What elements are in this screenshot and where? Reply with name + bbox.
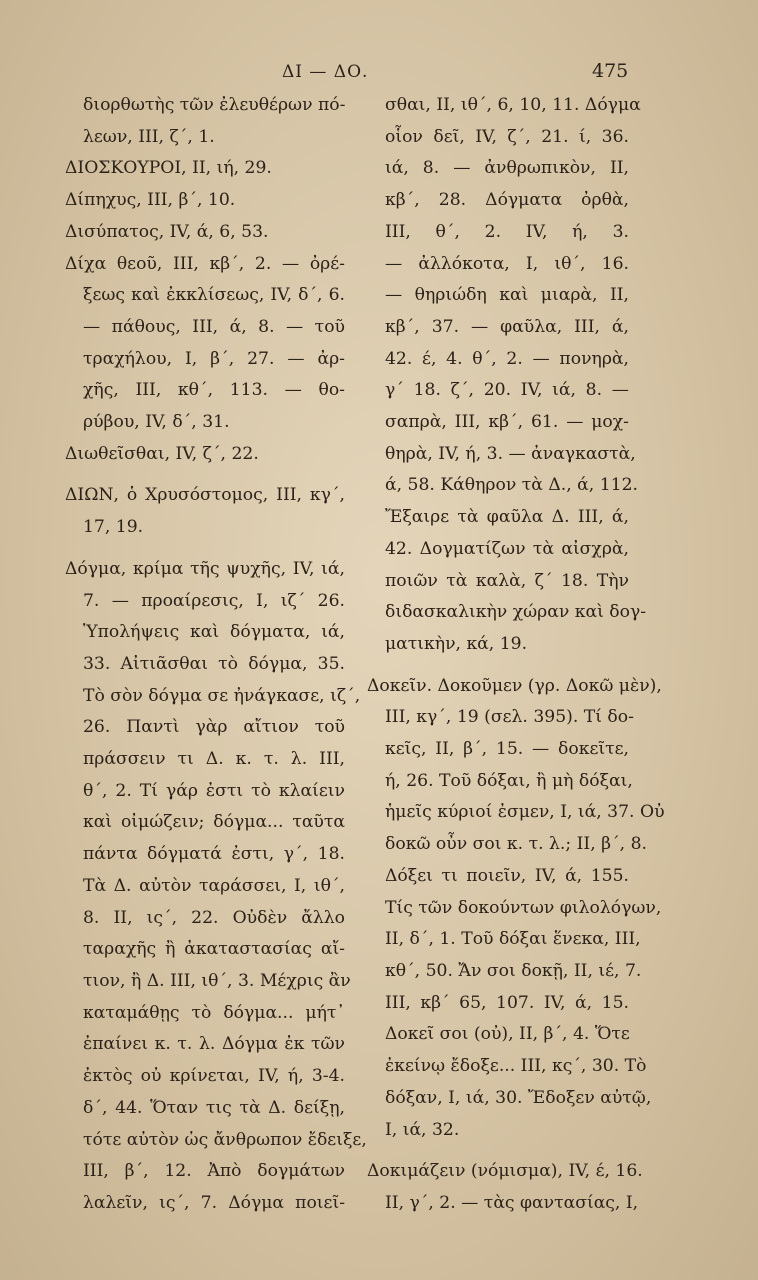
text-line: Δισύπατος, IV, ά, 6, 53. bbox=[65, 221, 269, 242]
text-line: II, δ΄, 1. Τοῦ δόξαι ἕνεκα, III, bbox=[385, 929, 641, 950]
text-line: 42. έ, 4. θ΄, 2. — πονηρὰ, bbox=[385, 348, 629, 369]
text-line: πάντα δόγματά ἐστι, γ΄, 18. bbox=[83, 844, 345, 865]
text-line: Δόξει τι ποιεῖν, IV, ά, 155. bbox=[385, 865, 629, 886]
text-line: Δίπηχυς, III, β΄, 10. bbox=[65, 190, 236, 211]
text-line: δόξαν, I, ιά, 30. Ἔδοξεν αὐτῷ, bbox=[385, 1087, 652, 1108]
text-line: Δίχα θεοῦ, III, κβ΄, 2. — ὀρέ- bbox=[65, 253, 345, 274]
text-line: — θηριώδη καὶ μιαρὰ, II, bbox=[385, 285, 629, 306]
text-line: III, θ΄, 2. IV, ή, 3. bbox=[385, 221, 629, 242]
text-line: 33. Αἰτιᾶσθαι τὸ δόγμα, 35. bbox=[83, 653, 345, 674]
text-line: III, β΄, 12. Ἀπὸ δογμάτων bbox=[83, 1161, 345, 1182]
text-line: Τὰ Δ. αὐτὸν ταράσσει, I, ιθ΄, bbox=[83, 875, 345, 896]
text-line: Ἔξαιρε τὰ φαῦλα Δ. III, ά, bbox=[385, 507, 629, 528]
text-line: ἐπαίνει κ. τ. λ. Δόγμα ἐκ τῶν bbox=[83, 1034, 345, 1055]
text-line: θ΄, 2. Τί γάρ ἐστι τὸ κλαίειν bbox=[83, 780, 345, 801]
entry-gap bbox=[65, 470, 345, 480]
text-line: 17, 19. bbox=[83, 517, 144, 538]
text-line: ρύβου, IV, δ΄, 31. bbox=[83, 412, 230, 433]
text-line: III, κβ΄ 65, 107. IV, ά, 15. bbox=[385, 992, 629, 1013]
text-line: Ὑπολήψεις καὶ δόγματα, ιά, bbox=[83, 622, 345, 643]
text-line: καταμάθῃς τὸ δόγμα... μήτ᾽ bbox=[83, 1002, 345, 1023]
text-line: κθ΄, 50. Ἄν σοι δοκῇ, II, ιέ, 7. bbox=[385, 960, 642, 981]
left-column bbox=[65, 90, 367, 1220]
text-line: κεῖς, II, β΄, 15. — δοκεῖτε, bbox=[385, 739, 629, 760]
text-line: δοκῶ οὖν σοι κ. τ. λ.; II, β΄, 8. bbox=[385, 834, 647, 855]
text-line: διορθωτὴς τῶν ἐλευθέρων πό- bbox=[83, 95, 346, 115]
text-line: τιον, ἢ Δ. III, ιθ΄, 3. Μέχρις ἂν bbox=[83, 970, 351, 991]
text-line: I, ιά, 32. bbox=[385, 1119, 460, 1140]
text-line: πράσσειν τι Δ. κ. τ. λ. III, bbox=[83, 749, 345, 770]
page-number: 475 bbox=[592, 60, 629, 82]
text-line: ή, 26. Τοῦ δόξαι, ἢ μὴ δόξαι, bbox=[385, 770, 633, 791]
text-line: ταραχῆς ἢ ἀκαταστασίας αἴ- bbox=[83, 939, 345, 960]
text-line: διδασκαλικὴν χώραν καὶ δογ- bbox=[385, 602, 647, 623]
text-line: λεων, III, ζ΄, 1. bbox=[83, 126, 215, 147]
text-line: ά, 58. Κάθηρον τὰ Δ., ά, 112. bbox=[385, 475, 638, 496]
text-line: Διωθεῖσθαι, IV, ζ΄, 22. bbox=[65, 443, 259, 464]
entry-gap bbox=[367, 1146, 629, 1156]
text-line: καὶ οἰμώζειν; δόγμα... ταῦτα bbox=[83, 812, 345, 833]
text-line: δ΄, 44. Ὅταν τις τὰ Δ. δείξῃ, bbox=[83, 1097, 345, 1118]
text-line: ματικὴν, κά, 19. bbox=[385, 633, 528, 654]
text-line: οἷον δεῖ, IV, ζ΄, 21. ί, 36. bbox=[385, 126, 629, 147]
text-line: ξεως καὶ ἐκκλίσεως, IV, δ΄, 6. bbox=[83, 285, 345, 306]
text-line: 8. II, ις΄, 22. Οὐδὲν ἄλλο bbox=[83, 907, 345, 928]
entry-gap bbox=[367, 661, 629, 671]
text-line: 7. — προαίρεσις, I, ιζ΄ 26. bbox=[83, 590, 345, 611]
text-line: ποιῶν τὰ καλὰ, ζ΄ 18. Τὴν bbox=[385, 570, 629, 591]
text-line: ΔΙΟΣΚΟΥΡΟΙ, II, ιή, 29. bbox=[65, 158, 272, 179]
text-line: 42. Δογματίζων τὰ αἰσχρὰ, bbox=[385, 538, 629, 559]
text-line: τραχήλου, I, β΄, 27. — ἀρ- bbox=[83, 348, 345, 369]
text-line: γ΄ 18. ζ΄, 20. IV, ιά, 8. — bbox=[385, 380, 629, 401]
text-line: ιά, 8. — ἀνθρωπικὸν, II, bbox=[385, 158, 629, 179]
entry-gap bbox=[65, 544, 345, 554]
text-line: ΔΙΩΝ, ὁ Χρυσόστομος, III, κγ΄, bbox=[65, 485, 345, 506]
text-line: κβ΄, 37. — φαῦλα, III, ά, bbox=[385, 316, 629, 337]
text-line: ἐκείνῳ ἔδοξε... III, κς΄, 30. Τὸ bbox=[385, 1056, 647, 1077]
page-header bbox=[0, 62, 758, 86]
text-line: Δοκιμάζειν (νόμισμα), IV, έ, 16. bbox=[367, 1161, 643, 1182]
text-line: τότε αὐτὸν ὡς ἄνθρωπον ἔδειξε, bbox=[83, 1129, 367, 1150]
text-line: ἡμεῖς κύριοί ἐσμεν, I, ιά, 37. Οὐ bbox=[385, 802, 665, 823]
text-line: II, γ΄, 2. — τὰς φαντασίας, I, bbox=[385, 1192, 639, 1213]
text-line: λαλεῖν, ις΄, 7. Δόγμα ποιεῖ- bbox=[83, 1192, 345, 1213]
text-line: — ἀλλόκοτα, I, ιθ΄, 16. bbox=[385, 253, 629, 274]
text-line: Δοκεῖν. Δοκοῦμεν (γρ. Δοκῶ μὲν), bbox=[367, 675, 662, 696]
running-head: ΔΙ — ΔΟ. bbox=[282, 62, 369, 82]
text-line: κβ΄, 28. Δόγματα ὀρθὰ, bbox=[385, 190, 629, 211]
text-line: σαπρὰ, III, κβ΄, 61. — μοχ- bbox=[385, 412, 629, 433]
text-line: Δοκεῖ σοι (οὐ), II, β΄, 4. Ὅτε bbox=[385, 1024, 630, 1045]
text-line: Δόγμα, κρίμα τῆς ψυχῆς, IV, ιά, bbox=[65, 558, 345, 579]
text-line: 26. Παντὶ γὰρ αἴτιον τοῦ bbox=[83, 717, 345, 738]
text-line: — πάθους, III, ά, 8. — τοῦ bbox=[83, 316, 345, 337]
text-line: Τὸ σὸν δόγμα σε ἠνάγκασε, ιζ΄, bbox=[83, 685, 361, 706]
text-line: σθαι, II, ιθ΄, 6, 10, 11. Δόγμα bbox=[385, 95, 641, 115]
text-line: θηρὰ, IV, ή, 3. — ἀναγκαστὰ, bbox=[385, 443, 636, 464]
text-line: ἐκτὸς οὐ κρίνεται, IV, ή, 3-4. bbox=[83, 1066, 345, 1087]
right-column bbox=[367, 90, 665, 1220]
text-line: III, κγ΄, 19 (σελ. 395). Τί δο- bbox=[385, 707, 634, 728]
text-line: χῆς, III, κθ΄, 113. — θο- bbox=[83, 380, 345, 401]
text-line: Τίς τῶν δοκούντων φιλολόγων, bbox=[385, 897, 662, 918]
